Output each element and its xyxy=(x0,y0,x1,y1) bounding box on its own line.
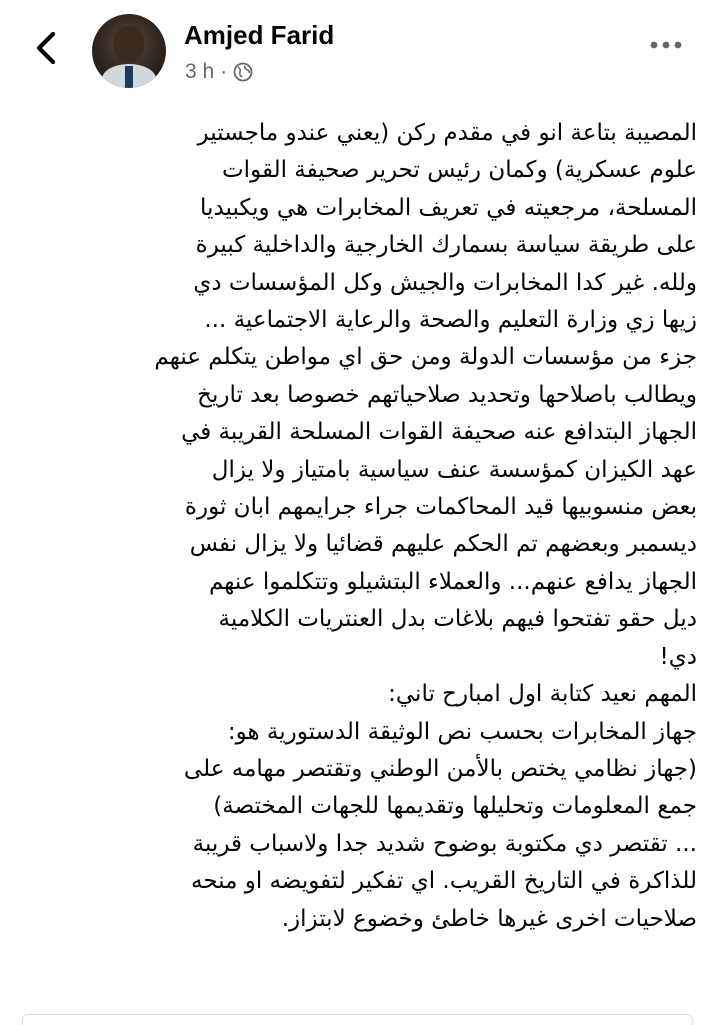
post-line: بعض منسوبيها قيد المحاكمات جراء جرايمهم ابان ثورة xyxy=(184,494,697,521)
avatar[interactable] xyxy=(92,14,166,88)
post-line: المهم نعيد كتابة اول امبارح تاني: xyxy=(388,681,697,708)
post-header xyxy=(0,0,713,105)
post-line: عهد الكيزان كمؤسسة عنف سياسية بامتياز ولا يزال xyxy=(211,456,697,483)
avatar-face xyxy=(114,26,144,62)
post-line: زيها زي وزارة التعليم والصحة والرعاية الاجتماعية ... xyxy=(204,307,697,334)
back-button[interactable] xyxy=(26,28,66,68)
post-line: علوم عسكرية) وكمان رئيس تحرير صحيفة القوات xyxy=(222,157,697,184)
post-line: صلاحيات اخرى غيرها خاطئ وخضوع لابتزاز. xyxy=(281,905,697,932)
post-text xyxy=(18,115,697,938)
post-line: (جهاز نظامي يختص بالأمن الوطني وتقتصر مهامه على xyxy=(183,755,697,782)
avatar-tie xyxy=(125,66,133,88)
post-line: ديل حقو تفتحوا فيهم بلاغات بدل العنتريات الكلامية xyxy=(218,606,697,633)
more-options-button[interactable] xyxy=(646,30,686,60)
post-line: المسلحة، مرجعيته في تعريف المخابرات هي ويكبيديا xyxy=(200,194,697,221)
post-line: المصيبة بتاعة انو في مقدم ركن (يعني عندو ماجستير xyxy=(197,120,697,146)
post-line: جزء من مؤسسات الدولة ومن حق اي مواطن يتكلم عنهم xyxy=(154,344,697,371)
post-time[interactable]: 3 h xyxy=(185,60,215,83)
next-card-edge xyxy=(22,1014,693,1025)
post-line: ديسمبر وبعضهم تم الحكم عليهم قضائيا ولا يزال نفس xyxy=(189,531,697,558)
author-name[interactable]: Amjed Farid xyxy=(184,20,335,50)
meta-separator: · xyxy=(220,60,228,83)
more-horizontal-icon xyxy=(648,40,684,50)
post-line: ولله. غير كدا المخابرات والجيش وكل المؤسسات دي xyxy=(193,269,697,296)
post-line: جمع المعلومات وتحليلها وتقديمها للجهات المختصة) xyxy=(213,793,697,820)
post-line: للذاكرة في التاريخ القريب. اي تفكير لتفويضه او منحه xyxy=(191,868,697,895)
chevron-left-icon xyxy=(34,31,58,65)
post-line: ويطالب باصلاحها وتحديد صلاحياتهم خصوصا بعد تاريخ xyxy=(197,381,697,408)
post-line: الجهاز يدافع عنهم... والعملاء البتشيلو وتتكلموا عنهم xyxy=(208,568,697,595)
globe-icon xyxy=(233,62,253,82)
post-line: جهاز المخابرات بحسب نص الوثيقة الدستورية هو: xyxy=(227,718,697,745)
post-line: دي! xyxy=(659,643,697,670)
post-meta xyxy=(185,60,253,84)
post-line: ... تقتصر دي مكتوبة بوضوح شديد جدا ولاسباب قريبة xyxy=(192,830,697,857)
post-line: على طريقة سياسة بسمارك الخارجية والداخلية كبيرة xyxy=(195,232,697,259)
post-line: الجهاز البتدافع عنه صحيفة القوات المسلحة القريبة في xyxy=(181,419,697,446)
